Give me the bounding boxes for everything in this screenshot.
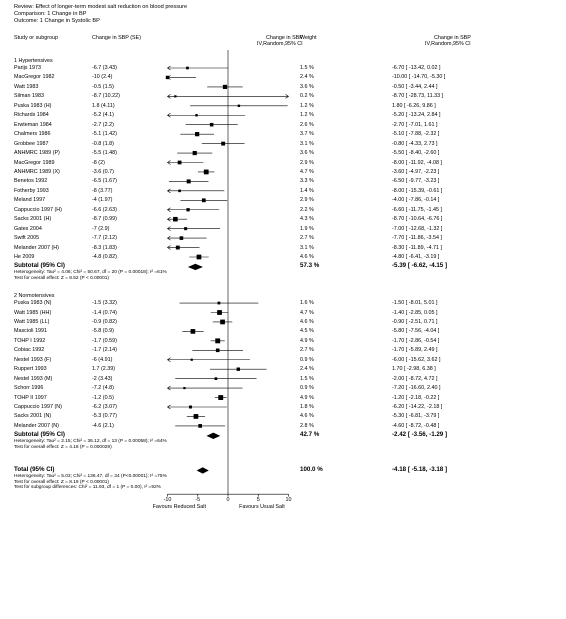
outcome-title: Outcome: 1 Change in Systolic BP	[14, 18, 100, 24]
study-weight: 4.5 %	[300, 328, 314, 335]
study-square	[178, 190, 181, 193]
study-estimate: -0.8 (1.8)	[92, 140, 114, 147]
study-name: Cappuccio 1997 (H)	[14, 206, 62, 213]
study-weight: 0.9 %	[300, 385, 314, 392]
study-estimate: -7.2 (4.8)	[92, 385, 114, 392]
study-estimate: -2 (3.43)	[92, 375, 113, 382]
study-ci: -0.90 [ -2.51, 0.71 ]	[392, 318, 438, 325]
study-ci: -6.50 [ -9.77, -3.23 ]	[392, 178, 440, 185]
study-square	[187, 179, 191, 183]
study-weight: 2.7 %	[300, 235, 314, 242]
study-weight: 1.5 %	[300, 65, 314, 71]
study-square	[186, 67, 189, 70]
study-ci: -4.80 [ -6.41, -3.19 ]	[392, 254, 440, 260]
study-name: Ruppert 1993	[14, 366, 47, 373]
study-weight: 4.9 %	[300, 337, 314, 344]
study-square	[166, 76, 169, 79]
study-square	[210, 123, 214, 127]
study-estimate: -6.7 (3.43)	[92, 65, 117, 71]
study-square	[221, 142, 225, 146]
column-ci-subheader: IV,Random,95% CI	[425, 41, 471, 47]
study-weight: 3.1 %	[300, 140, 314, 147]
total-weight: 100.0 %	[300, 465, 323, 473]
study-square	[184, 227, 187, 230]
study-square	[217, 310, 222, 315]
study-name: Fotherby 1993	[14, 187, 49, 194]
study-weight: 2.2 %	[300, 206, 314, 213]
study-ci: -8.30 [ -11.89, -4.71 ]	[392, 244, 442, 251]
study-ci: -7.70 [ -11.86, -3.54 ]	[392, 235, 442, 242]
column-study-header: Study or subgroup	[14, 35, 59, 41]
study-weight: 2.8 %	[300, 422, 314, 429]
study-name: Puska 1983 (H)	[14, 102, 52, 109]
study-estimate: 1.8 (4.11)	[92, 102, 115, 109]
x-tick-label: -5	[195, 497, 201, 504]
subtotal-diamond	[206, 433, 220, 439]
subtotal-weight: 57.3 %	[300, 262, 320, 270]
study-name: Grobbee 1987	[14, 140, 49, 147]
heterogeneity-text: Heterogeneity: Tau² = 4.06; Chi² = 50.67, df = 20 (P = 0.00018); I² =61%	[14, 270, 167, 276]
study-square	[191, 359, 193, 361]
study-ci: -1.40 [ -2.85, 0.05 ]	[392, 309, 438, 316]
study-weight: 3.1 %	[300, 244, 314, 251]
study-estimate: -10 (2.4)	[92, 74, 113, 81]
study-ci: -5.30 [ -6.81, -3.79 ]	[392, 413, 440, 420]
subtotal-ci: -5.39 [ -6.62, -4.15 ]	[392, 262, 448, 270]
study-ci: -1.70 [ -2.86, -0.54 ]	[392, 337, 440, 344]
study-weight: 4.6 %	[300, 318, 314, 325]
study-square	[216, 348, 220, 352]
study-estimate: -6.2 (3.07)	[92, 404, 117, 410]
overall-effect-text: Test for overall effect: Z = 8.52 (P < 0.00001)	[14, 276, 110, 282]
study-weight: 3.7 %	[300, 131, 314, 138]
study-weight: 4.6 %	[300, 413, 314, 420]
study-ci: -5.80 [ -7.56, -4.04 ]	[392, 328, 440, 335]
subgroup-differences-text: Test for subgroup differences: Chi² = 11.93, df = 1 (P = 0.00), I² =92%	[14, 485, 161, 491]
study-name: Chalmers 1986	[14, 131, 51, 138]
study-weight: 2.6 %	[300, 121, 314, 128]
study-name: Watt 1985 (LL)	[14, 318, 50, 325]
study-square	[174, 95, 176, 97]
study-square	[202, 198, 206, 202]
study-name: Watt 1983	[14, 83, 39, 90]
study-estimate: -4 (1.97)	[92, 197, 113, 204]
study-estimate: -6.6 (2.63)	[92, 206, 117, 213]
study-square	[218, 302, 221, 305]
column-plot-subheader: IV,Random,95% CI	[257, 41, 303, 47]
study-weight: 4.6 %	[300, 254, 314, 260]
study-estimate: -8 (3.77)	[92, 187, 113, 194]
total-label: Total (95% CI)	[14, 465, 55, 473]
study-ci: -2.70 [ -7.01, 1.61 ]	[392, 121, 438, 128]
study-name: Cappuccio 1997 (N)	[14, 404, 62, 410]
study-ci: -8.70 [ -28.73, 11.33 ]	[392, 93, 444, 100]
study-square	[183, 387, 185, 389]
study-square	[238, 105, 240, 107]
study-square	[195, 132, 199, 136]
study-square	[220, 320, 225, 325]
study-weight: 2.7 %	[300, 347, 314, 354]
column-change-header: Change in SBP (SE)	[92, 35, 142, 41]
study-name: MacGregor 1982	[14, 74, 55, 81]
study-square	[223, 85, 227, 89]
study-square	[218, 395, 223, 400]
study-estimate: -1.7 (2.14)	[92, 347, 117, 354]
study-ci: -5.50 [ -8.40, -2.60 ]	[392, 150, 440, 157]
study-ci: -7.00 [ -12.68, -1.32 ]	[392, 225, 443, 232]
study-weight: 4.9 %	[300, 394, 314, 401]
study-ci: -5.20 [ -13.24, 2.84 ]	[392, 112, 441, 119]
subtotal-diamond	[188, 264, 203, 270]
study-square	[195, 114, 197, 116]
study-ci: -8.00 [ -15.39, -0.61 ]	[392, 187, 443, 194]
study-square	[189, 406, 192, 409]
study-ci: -0.80 [ -4.33, 2.73 ]	[392, 140, 438, 147]
study-name: TOHP II 1997	[14, 394, 47, 401]
study-estimate: -8.3 (1.83)	[92, 244, 117, 251]
study-weight: 1.5 %	[300, 375, 314, 382]
study-estimate: -5.8 (0.9)	[92, 328, 114, 335]
study-weight: 4.7 %	[300, 309, 314, 316]
favours-right-label: Favours Usual Salt	[239, 504, 285, 511]
study-estimate: -8.7 (10.22)	[92, 93, 120, 100]
study-name: Nestel 1993 (F)	[14, 356, 52, 363]
comparison-title: Comparison: 1 Change in BP	[14, 11, 87, 17]
column-weight-header: Weight	[300, 35, 317, 41]
subtotal-ci: -2.42 [ -3.56, -1.29 ]	[392, 431, 448, 439]
study-weight: 1.4 %	[300, 187, 314, 194]
study-ci: -6.70 [ -13.42, 0.02 ]	[392, 65, 441, 71]
study-square	[237, 367, 240, 370]
study-ci: -7.20 [ -16.60, 2.40 ]	[392, 385, 441, 392]
study-name: Cobiac 1992	[14, 347, 45, 354]
study-weight: 2.4 %	[300, 74, 314, 81]
study-name: Silman 1983	[14, 93, 44, 100]
study-square	[215, 338, 220, 343]
study-estimate: -0.5 (1.5)	[92, 83, 114, 90]
study-name: Benetos 1992	[14, 178, 48, 185]
study-weight: 1.9 %	[300, 225, 314, 232]
study-estimate: -4.8 (0.82)	[92, 254, 117, 260]
study-ci: -6.60 [ -11.75, -1.45 ]	[392, 206, 442, 213]
study-estimate: -5.1 (1.42)	[92, 131, 117, 138]
study-weight: 0.2 %	[300, 93, 314, 100]
study-ci: -1.20 [ -2.18, -0.22 ]	[392, 394, 440, 401]
study-name: Puska 1983 (N)	[14, 300, 52, 307]
subtotal-label: Subtotal (95% CI)	[14, 262, 65, 270]
study-name: Meland 1997	[14, 197, 46, 204]
subtotal-label: Subtotal (95% CI)	[14, 431, 65, 439]
study-weight: 0.9 %	[300, 356, 314, 363]
study-square	[178, 161, 182, 165]
study-name: Richards 1984	[14, 112, 49, 119]
study-weight: 2.9 %	[300, 159, 314, 166]
study-estimate: -4.6 (2.1)	[92, 422, 114, 429]
study-name: Swift 2005	[14, 235, 40, 242]
study-square	[173, 217, 178, 222]
study-square	[176, 246, 180, 250]
study-name: Melander 2007 (H)	[14, 244, 59, 251]
study-ci: -10.00 [ -14.70, -5.30 ]	[392, 74, 446, 81]
study-estimate: -8 (2)	[92, 159, 105, 166]
study-estimate: -8.7 (0.99)	[92, 216, 117, 223]
study-name: He 2009	[14, 254, 35, 260]
study-ci: -5.10 [ -7.88, -2.32 ]	[392, 131, 440, 138]
study-name: Nestel 1993 (M)	[14, 375, 53, 382]
study-name: TOHP I 1992	[14, 337, 46, 344]
study-name: ANHMRC 1989 (X)	[14, 168, 60, 175]
study-estimate: -0.9 (0.82)	[92, 318, 117, 325]
study-ci: -8.00 [ -11.92, -4.08 ]	[392, 159, 442, 166]
study-name: Watt 1985 (HH)	[14, 309, 52, 316]
study-estimate: -6 (4.91)	[92, 356, 113, 363]
column-ci-header: Change in SBP	[434, 35, 471, 41]
study-estimate: -1.7 (0.59)	[92, 337, 117, 344]
study-name: ANHMRC 1989 (P)	[14, 150, 60, 157]
subtotal-weight: 42.7 %	[300, 431, 320, 439]
favours-left-label: Favours Reduced Salt	[152, 504, 206, 511]
study-estimate: -2.7 (2.2)	[92, 121, 114, 128]
review-title: Review: Effect of longer-term modest salt reduction on blood pressure	[14, 4, 188, 10]
study-estimate: -5.3 (0.77)	[92, 413, 117, 420]
study-estimate: 1.7 (2.39)	[92, 366, 116, 373]
study-weight: 2.4 %	[300, 366, 314, 373]
study-weight: 1.8 %	[300, 404, 314, 410]
study-weight: 3.6 %	[300, 83, 314, 90]
study-square	[197, 255, 202, 260]
study-weight: 3.3 %	[300, 178, 314, 185]
x-tick-label: 5	[256, 497, 260, 504]
study-square	[198, 424, 202, 428]
study-ci: -6.20 [ -14.22, -2.18 ]	[392, 404, 443, 410]
x-tick-label: -10	[163, 497, 172, 504]
study-estimate: -7 (2.9)	[92, 225, 110, 232]
study-name: Melander 2007 (N)	[14, 422, 59, 429]
x-tick-label: 10	[285, 497, 292, 504]
study-name: Erwteman 1984	[14, 121, 52, 128]
study-ci: -1.50 [ -8.01, 5.01 ]	[392, 300, 438, 307]
study-weight: 4.3 %	[300, 216, 314, 223]
study-ci: 1.80 [ -6.26, 9.86 ]	[392, 102, 436, 109]
study-estimate: -5.5 (1.48)	[92, 150, 117, 157]
study-weight: 3.6 %	[300, 150, 314, 157]
study-estimate: -6.5 (1.67)	[92, 178, 117, 185]
study-name: Parijs 1973	[14, 65, 41, 71]
total-diamond	[197, 467, 209, 473]
study-ci: -4.60 [ -8.72, -0.48 ]	[392, 422, 440, 429]
study-estimate: -7.7 (2.12)	[92, 235, 117, 242]
study-weight: 2.9 %	[300, 197, 314, 204]
study-ci: -4.00 [ -7.86, -0.14 ]	[392, 197, 440, 204]
study-square	[191, 329, 196, 334]
study-square	[186, 208, 189, 211]
study-name: Schorr 1996	[14, 385, 44, 392]
study-name: Mascioli 1991	[14, 328, 47, 335]
study-ci: -1.70 [ -5.89, 2.49 ]	[392, 347, 438, 354]
total-ci: -4.18 [ -5.18, -3.18 ]	[392, 465, 448, 473]
study-ci: 1.70 [ -2.98, 6.38 ]	[392, 366, 436, 373]
study-square	[180, 236, 184, 240]
study-weight: 1.6 %	[300, 300, 314, 307]
x-tick-label: 0	[226, 497, 230, 504]
subgroup-title: 1 Hypertensives	[14, 58, 53, 64]
column-plot-header: Change in SBP	[266, 35, 303, 41]
study-square	[215, 377, 218, 380]
study-estimate: -1.5 (3.32)	[92, 300, 117, 307]
study-ci: -8.70 [ -10.64, -6.76 ]	[392, 216, 443, 223]
study-weight: 1.2 %	[300, 112, 314, 119]
study-name: Sacks 2001 (N)	[14, 413, 52, 420]
study-name: Gates 2004	[14, 225, 42, 232]
study-weight: 1.2 %	[300, 102, 314, 109]
study-estimate: -1.4 (0.74)	[92, 309, 117, 316]
study-ci: -2.00 [ -8.72, 4.72 ]	[392, 375, 438, 382]
study-weight: 4.7 %	[300, 168, 314, 175]
total-heterogeneity-text: Heterogeneity: Tau² = 5.03; Chi² = 136.47, df = 34 (P<0.00001); I² =75%	[14, 473, 167, 479]
study-name: Sacks 2001 (H)	[14, 216, 52, 223]
total-overall-effect-text: Test for overall effect: Z = 8.19 (P < 0.00001)	[14, 479, 110, 485]
study-ci: -0.50 [ -3.44, 2.44 ]	[392, 83, 438, 90]
study-square	[193, 151, 197, 155]
study-estimate: -3.6 (0.7)	[92, 168, 114, 175]
subgroup-title: 2 Normotensives	[14, 293, 55, 300]
study-square	[194, 414, 199, 419]
study-ci: -3.60 [ -4.97, -2.23 ]	[392, 168, 440, 175]
study-ci: -6.00 [ -15.62, 3.62 ]	[392, 356, 441, 363]
study-estimate: -1.2 (0.5)	[92, 394, 114, 401]
study-name: MacGregor 1989	[14, 159, 55, 166]
study-square	[204, 170, 209, 175]
heterogeneity-text: Heterogeneity: Tau² = 2.15; Chi² = 36.12, df = 13 (P = 0.00058); I² =64%	[14, 439, 167, 445]
overall-effect-text: Test for overall effect: Z = 4.16 (P = 0.000029)	[14, 444, 112, 450]
study-estimate: -5.2 (4.1)	[92, 112, 114, 119]
